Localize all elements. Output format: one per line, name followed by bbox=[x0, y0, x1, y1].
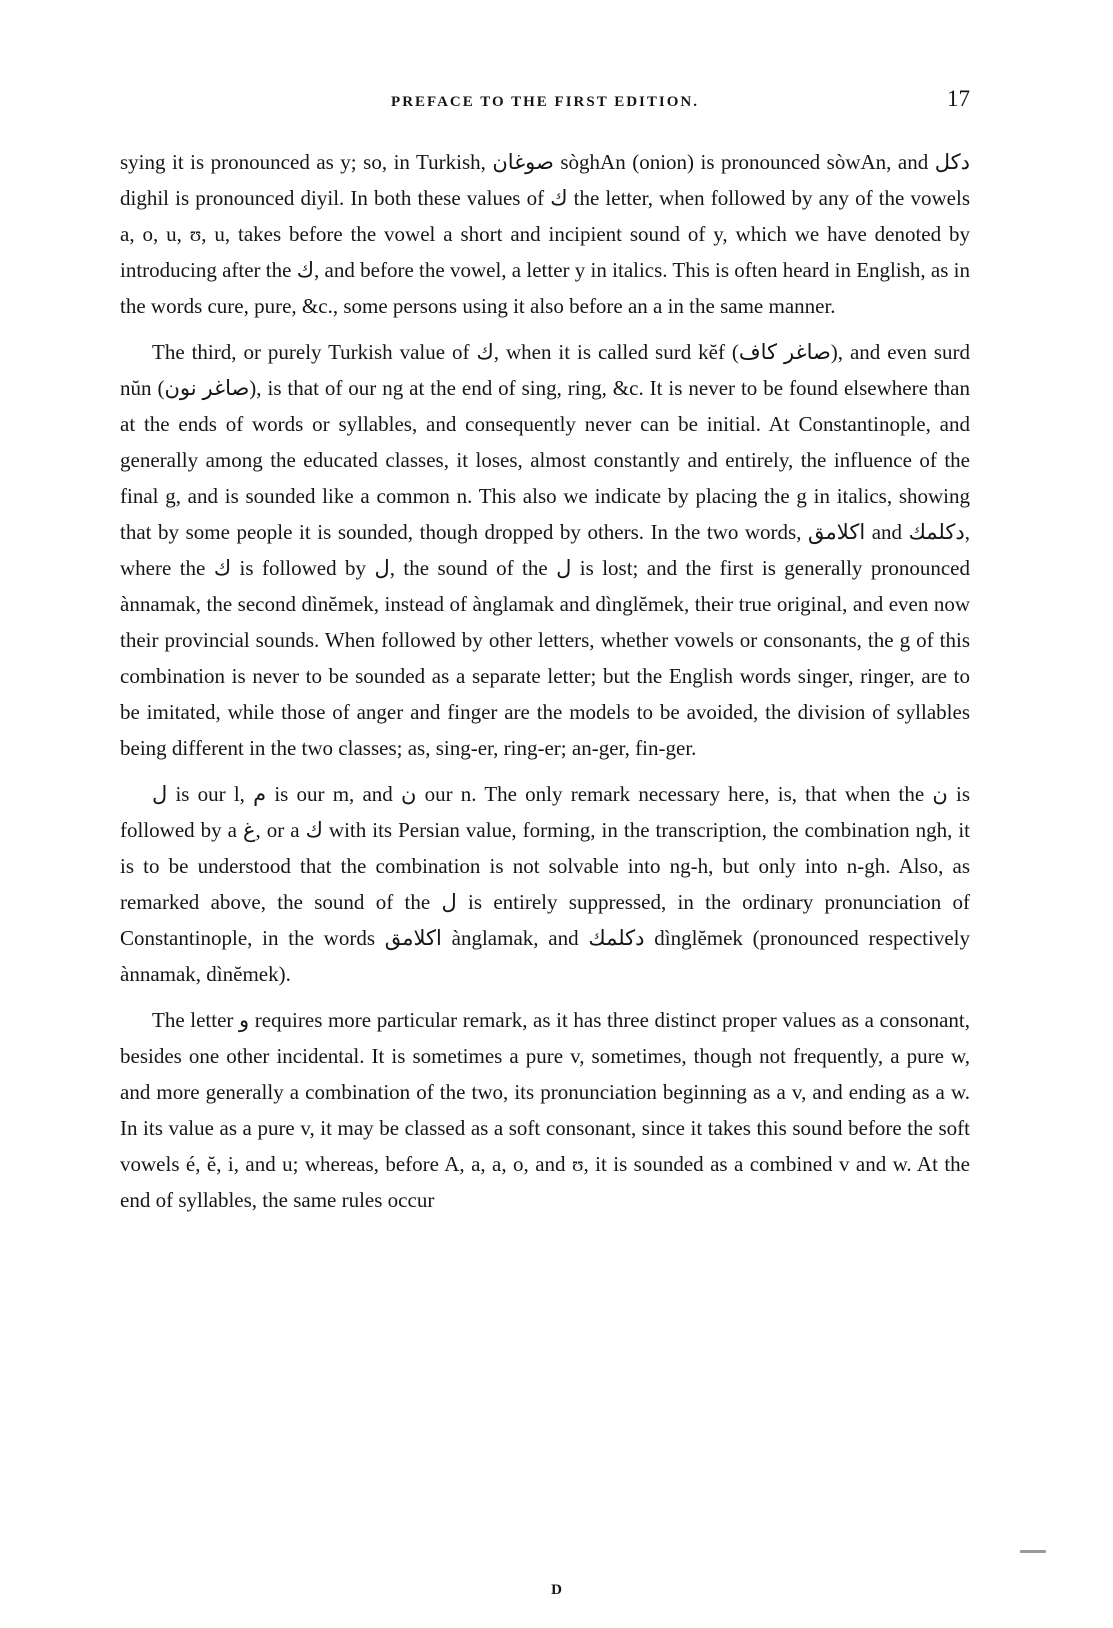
paragraph-2: The third, or purely Turkish value of ك, when it is called surd kĕf (صاغر كاف), and even surd nŭn (صاغر نون), is that of our ng at the end of sing, ring, &c. It is never to be found elsewhere than at the ends of words or syllables, and consequently never can be initial. At Constantinople, and generally among the educated classes, it loses, almost constantly and entirely, the influence of the final g, and is sounded like a common n. This also we indicate by placing the g in italics, showing that by some people it is sounded, though dropped by others. In the two words, اكلامق and دكلمك, where the ك is followed by ل, the sound of the ل is lost; and the first is generally pronounced ànnamak, the second dìnĕmek, instead of ànglamak and dìnglĕmek, their true original, and even now their provincial sounds. When followed by other letters, whether vowels or consonants, the g of this combination is never to be sounded as a separate letter; but the English words singer, ringer, are to be imitated, while those of anger and finger are the models to be avoided, the division of syllables being different in the two classes; as, sing-er, ring-er; an-ger, fin-ger. bbox=[120, 340, 970, 760]
scan-edge-mark bbox=[1020, 1550, 1046, 1553]
paragraph-4: The letter و requires more particular remark, as it has three distinct proper values as a consonant, besides one other incidental. It is sometimes a pure v, sometimes, though not frequently, a pure w, and more generally a combination of the two, its pronunciation beginning as a v, and ending as a w. In its value as a pure v, it may be classed as a soft consonant, since it takes this sound before the soft vowels é, ĕ, i, and u; whereas, before A, a, a, o, and ʊ, it is sounded as a combined v and w. At the end of syllables, the same rules occur bbox=[120, 1008, 970, 1212]
running-head-title: PREFACE TO THE FIRST EDITION. bbox=[391, 94, 699, 110]
paragraph-3: ل is our l, م is our m, and ن our n. The only remark necessary here, is, that when the ن is followed by a غ, or a ك with its Persian value, forming, in the transcription, the combination ngh, it is to be understood that the combination is not solvable into ng-h, but only into n-gh. Also, as remarked above, the sound of the ل is entirely suppressed, in the ordinary pronunciation of Constantinople, in the words اكلامق ànglamak, and دكلمك dìnglĕmek (pronounced respectively ànnamak, dìnĕmek). bbox=[120, 782, 971, 986]
page-number: 17 bbox=[947, 86, 970, 111]
body-text bbox=[120, 144, 970, 1218]
signature-mark: D bbox=[551, 1582, 562, 1598]
running-head bbox=[120, 86, 970, 120]
paragraph-1: sying it is pronounced as y; so, in Turkish, صوغان sòghAn (onion) is pronounced sòwAn, and دكل dighil is pronounced diyil. In both these values of ك the letter, when followed by any of the vowels a, o, u, ʊ, u, takes before the vowel a short and incipient sound of y, which we have denoted by introducing after the ك, and before the vowel, a letter y in italics. This is often heard in English, as in the words cure, pure, &c., some persons using it also before an a in the same manner. bbox=[120, 150, 970, 318]
